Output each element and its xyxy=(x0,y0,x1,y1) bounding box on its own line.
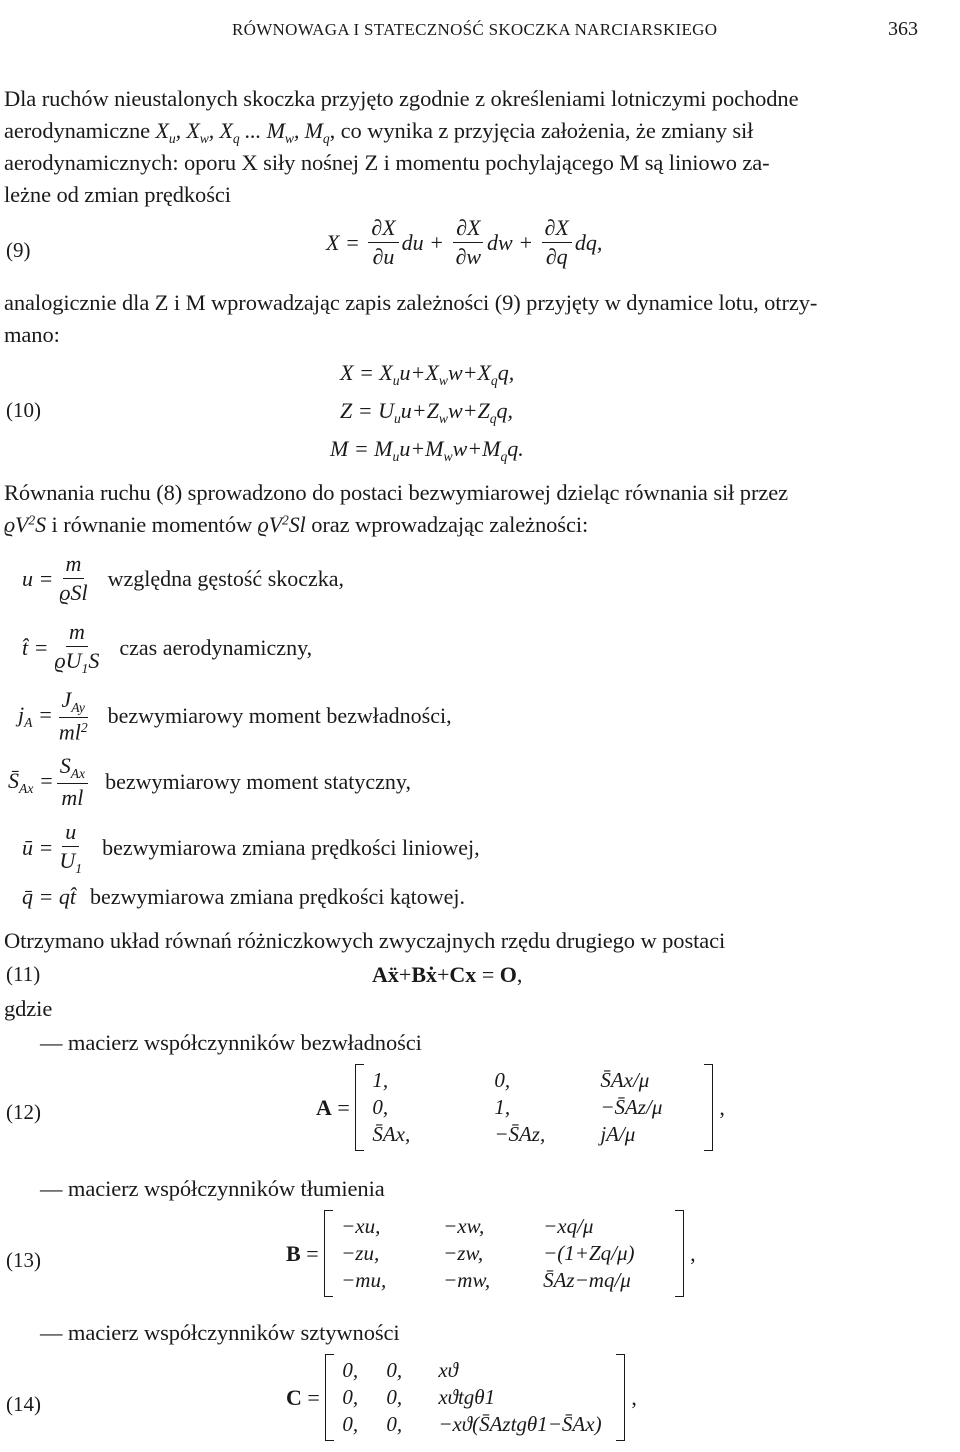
equation-label: (11) xyxy=(6,962,41,986)
definition-sax: $S̄_{Ax}$ = $\frac{S_{Ax}}{ml}$ bezwymiarowy moment statyczny, xyxy=(8,753,411,810)
equation-11: Aẍ+Bẋ+Cx = O, xyxy=(372,962,523,987)
paragraph-line: — macierz współczynników sztywności xyxy=(40,1320,400,1345)
paragraph-line: gdzie xyxy=(4,996,53,1021)
equation-13: B = −xu, −xw, −xq/μ −zu, −zw, −(1+Zq/μ) −mu, −mw, S̄Az−mq/μ , xyxy=(286,1210,696,1297)
paragraph-line: aerodynamicznych: oporu X siły nośnej Z i momentu pochylającego M są liniowo za- xyxy=(4,150,770,175)
matrix-a: 1, 0, S̄Ax/μ 0, 1, −S̄Az/μ S̄Ax, −S̄Az, jA/μ xyxy=(355,1064,713,1151)
equation-10-line-3: $M = M_uu+M_ww+M_qq$. xyxy=(330,436,524,464)
paragraph-line: — macierz współczynników bezwładności xyxy=(40,1030,422,1055)
equation-14: C = 0, 0, xϑ 0, 0, xϑtgθ1 0, 0, −xϑ(S̄Aztgθ1−S̄Ax) , xyxy=(286,1354,637,1441)
matrix-c: 0, 0, xϑ 0, 0, xϑtgθ1 0, 0, −xϑ(S̄Aztgθ1−S̄Ax) xyxy=(325,1354,625,1441)
definition-qbar: q̄ = qt̂ bezwymiarowa zmiana prędkości kątowej. xyxy=(22,884,466,909)
page-header xyxy=(0,18,960,50)
paragraph-line: mano: xyxy=(4,322,60,347)
paragraph-line: analogicznie dla Z i M wprowadzając zapis zależności (9) przyjęty w dynamice lotu, otrzy- xyxy=(4,290,818,315)
equation-label: (14) xyxy=(6,1392,41,1416)
paragraph-line: $ϱV^2S$ i równanie momentów $ϱV^2Sl$ oraz wprowadzając zależności: xyxy=(4,512,589,537)
definition-ubar: ū = $\frac{u}{U_1}$ bezwymiarowa zmiana prędkości liniowej, xyxy=(22,819,480,876)
paragraph-line: — macierz współczynników tłumienia xyxy=(40,1176,385,1201)
paragraph-line: Otrzymano układ równań różniczkowych zwyczajnych rzędu drugiego w postaci xyxy=(4,928,726,953)
page-number: 363 xyxy=(888,18,918,40)
definition-ja: $j_A$ = $\frac{J_{Ay}}{ml^2}$ bezwymiarowy moment bezwładności, xyxy=(18,687,452,745)
equation-10-line-1: $X = X_uu+X_ww+X_qq$, xyxy=(340,360,515,388)
paragraph-line: Równania ruchu (8) sprowadzono do postaci bezwymiarowej dzieląc równania sił przez xyxy=(4,480,789,505)
running-title: RÓWNOWAGA I STATECZNOŚĆ SKOCZKA NARCIARSKIEGO xyxy=(232,20,718,39)
definition-u: u = $\frac{m}{\text{ϱSl}}$ względna gęstość skoczka, xyxy=(22,551,345,606)
definition-t: t̂ = $\frac{m}{ϱU_1S}$ czas aerodynamiczny, xyxy=(22,619,313,676)
paragraph-line: Dla ruchów nieustalonych skoczka przyjęto zgodnie z określeniami lotniczymi pochodne xyxy=(4,86,799,111)
equation-10-line-2: $Z = U_uu+Z_ww+Z_qq$, xyxy=(340,398,514,426)
equation-label: (12) xyxy=(6,1100,41,1124)
equation-12: A = 1, 0, S̄Ax/μ 0, 1, −S̄Az/μ S̄Ax, −S̄Az, jA/μ , xyxy=(316,1064,725,1151)
equation-9: X = $\frac{\partial X}{\partial u}$ du + $\frac{\partial X}{\partial w}$ dw + $\frac{\partial X}{\partial q}$ dq, xyxy=(326,215,603,270)
equation-label: (10) xyxy=(6,398,41,422)
equation-label: (13) xyxy=(6,1248,41,1272)
equation-label: (9) xyxy=(6,238,31,262)
paragraph-line: aerodynamiczne $X_u$, $X_w$, $X_q$ ... $M_w$, $M_q$, co wynika z przyjęcia założenia, że zmiany sił xyxy=(4,118,754,146)
paragraph-line: leżne od zmian prędkości xyxy=(4,182,231,207)
matrix-b: −xu, −xw, −xq/μ −zu, −zw, −(1+Zq/μ) −mu, −mw, S̄Az−mq/μ xyxy=(324,1210,684,1297)
